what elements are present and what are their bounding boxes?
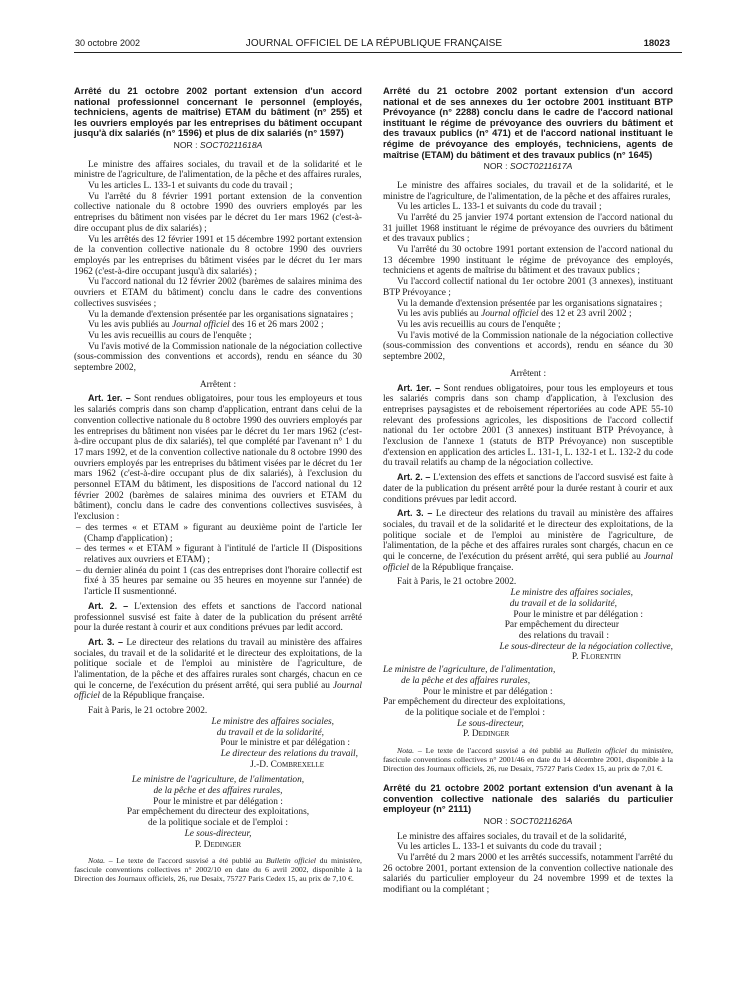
- decree-title: Arrêté du 21 octobre 2002 portant extension d'un accord national et de ses annexes du 1er octobre 2001 instituant BTP Prévoyance (n° 2288) conclu dans le cadre de l'accord national instituant le régime de prévoyance des ouvriers du bâtiment et des travaux publics (n° 471) et de l'accord national instituant le régime de prévoyance des employés, techniciens, agents de maîtrise (ETAM) du bâtiment et des travaux publics (n° 1645): [383, 85, 673, 160]
- visa: Vu la demande d'extension présentée par les organisations signataires ;: [88, 309, 354, 320]
- preamble: Le ministre des affaires sociales, du travail et de la solidarité et le ministre de l'agriculture, de l'alimentation, de la pêche et des affaires rurales,: [74, 159, 362, 181]
- article-3: Art. 3. – Le directeur des relations du travail au ministère des affaires sociales, du travail et de la solidarité et le directeur des exploitations, de la politique sociale et de l'emploi au ministère de l'agriculture, de l'alimentation, de la pêche et des affaires rurales sont chargés, chacun en ce qui le concerne, de l'exécution du présent arrêté, qui sera publié au Journal officiel de la République française.: [383, 508, 674, 573]
- exclusion-item: – des termes « et ETAM » figurant au deuxième point de l'article Ier (Champ d'application) ;: [76, 522, 362, 544]
- article-2: Art. 2. – L'extension des effets et sanctions de l'accord susvisé est faite à dater de la publication du présent arrêté pour la durée restant à courir et aux conditions prévues par ledit accord.: [383, 472, 673, 505]
- header-rule: [74, 52, 682, 53]
- visa: Vu l'accord collectif national du 1er octobre 2001 (3 annexes), instituant BTP Prévoyance ;: [383, 277, 673, 298]
- visa: Vu les avis publiés au Journal officiel des 16 et 26 mars 2002 ;: [88, 320, 324, 331]
- left-column: Arrêté du 21 octobre 2002 portant extension d'un accord national professionnel concernant le personnel (employés, techniciens, agents de maîtrise) ETAM du bâtiment (n° 255) et les ouvriers employés par les entreprises du bâtiment occupant jusqu'à dix salariés (n° 1596) et plus de dix salariés (n° 1597) NOR : SOCT0211618A Le ministre des affaires sociales, du travail et de la solidarité et le ministre de l'agriculture, de l'alimentation, de la pêche et des affaires rurales, Vu les articles L. 133-1 et suivants du code du travail ; Vu l'arrêté du 8 février 1991 portant extension de la convention collective nationale du 8 octobre 1990 des ouvriers employés par les entreprises du bâtiment non visées par le décret du 1er mars 1962 (c'est-à-dire occupant plus de dix salariés) ; Vu les arrêtés des 12 février 1991 et 15 décembre 1992 portant extension de la convention collective nationale du 8 octobre 1990 des ouvriers employés par les entreprises du bâtiment visées par le décret du 1er mars 1962 (c'est-à-dire occupant jusqu'à dix salariés) ; Vu l'accord national du 12 février 2002 (barèmes de salaires minima des ouvriers et ETAM du bâtiment) conclu dans le cadre des conventions collectives susvisées ; Vu la demande d'extension présentée par les organisations signataires ; Vu les avis publiés au Journal officiel des 16 et 26 mars 2002 ; Vu les avis recueillis au cours de l'enquête ; Vu l'avis motivé de la Commission nationale de la négociation collective (sous-commission des conventions et accords), rendu en séance du 30 septembre 2002, Arrêtent : Art. 1er. – Sont rendues obligatoires, pour tous les employeurs et tous les salariés compris dans son champ d'application, entrant dans celui de la convention collective nationale du 8 octobre 1990 des ouvriers employés par les entreprises du bâtiment non visées par le décret du 1er mars 1962 (c'est-à-dire occupant plus de dix salariés), tel que complété par l'avenant n° 1 du 17 mars 1992, et de la convention collective nationale du 8 octobre 1990 des ouvriers employés par les entreprises du bâtiment visées par le décret du 1er mars 1962 (c'est-à-dire occupant plus de dix salariés), à l'exclusion du personnel ETAM du bâtiment, les dispositions de l'accord national du 12 février 2002 (barèmes de salaires minima des ouvriers et ETAM du bâtiment), conclu dans le cadre des conventions collectives susvisées, à l'exclusion : – des termes « et ETAM » figurant au deuxième point de l'article Ier (Champ d'application) ; – des termes « et ETAM » figurant à l'intitulé de l'article II (Dispositions relatives aux ouvriers et ETAM) ; – du dernier alinéa du point 1 (cas des entreprises dont l'horaire collectif est fixé à 35 heures par semaine ou 35 heures en moyenne sur l'année) de l'article II susmentionné. Art. 2. – L'extension des effets et sanctions de l'accord national professionnel susvisé est faite à dater de la publication du présent arrêté pour la durée restant à courir et aux conditions prévues par ledit accord. Art. 3. – Le directeur des relations du travail au ministère des affaires sociales, du travail et de la solidarité et le directeur des exploitations, de la politique sociale et de l'emploi au ministère de l'agriculture, de l'alimentation, de la pêche et des affaires rurales sont chargés, chacun en ce qui le concerne, de l'exécution du présent arrêté, qui sera publié au Journal officiel de la République française. Fait à Paris, le 21 octobre 2002. Le ministre des affaires sociales, du travail et de la solidarité, Pour le ministre et par délégation : Le directeur des relations du travail, J.-D. Combrexelle Le ministre de l'agriculture, de l'alimentation, de la pêche et des affaires rurales, Pour le ministre et par délégation : Par empêchement du directeur des exploitations, de la politique sociale et de l'emploi : Le sous-directeur, P. Dedinger Nota. – Le texte de l'accord susvisé a été publié au Bulletin officiel du ministère, fascicule conventions collectives n° 2002/10 en date du 6 avril 2002, disponible à la Direction des Journaux officiels, 26, rue Desaix, 75727 Paris Cedex 15, au prix de 7,10 €.: [74, 85, 363, 884]
- nor-reference: NOR : SOCT0211618A: [173, 139, 263, 150]
- preamble: Le ministre des affaires sociales, du travail et de la solidarité, et le ministre de l'agriculture, de l'alimentation, de la pêche et des affaires rurales,: [383, 180, 673, 202]
- visa: Vu les arrêtés des 12 février 1991 et 15 décembre 1992 portant extension de la convention collective nationale du 8 octobre 1990 des ouvriers employés par les entreprises du bâtiment visées par le décret du 1er mars 1962 (c'est-à-dire occupant jusqu'à dix salariés) ;: [74, 234, 362, 277]
- visa: Vu les avis recueillis au cours de l'enquête ;: [397, 320, 561, 330]
- visa: Vu l'arrêté du 8 février 1991 portant extension de la convention collective nationale du 8 octobre 1990 des ouvriers employés par les entreprises du bâtiment non visées par le décret du 1er mars 1962 (c'est-à-dire occupant plus de dix salariés) ;: [74, 191, 362, 234]
- visa: Vu l'avis motivé de la Commission nationale de la négociation collective (sous-commission des conventions et accords), rendu en séance du 30 septembre 2002,: [383, 330, 673, 363]
- decree-title: Arrêté du 21 octobre 2002 portant extension d'un avenant à la convention collective nationale des salariés du particulier employeur (n° 2111): [383, 782, 673, 815]
- page-header: [0, 38, 748, 56]
- signature-block: Le ministre des affaires sociales, du travail et de la solidarité, Pour le ministre et par délégation : Le directeur des relations du travail, J.-D. Combrexelle: [211, 716, 358, 770]
- exclusion-item: – des termes « et ETAM » figurant à l'intitulé de l'article II (Dispositions relatives aux ouvriers et ETAM) ;: [76, 544, 362, 565]
- article-1: Art. 1er. – Sont rendues obligatoires, pour tous les employeurs et tous les salariés compris dans son champ d'application, entrant dans celui de la convention collective nationale du 8 octobre 1990 des ouvriers employés par les entreprises du bâtiment non visées par le décret du 1er mars 1962 (c'est-à-dire occupant plus de dix salariés), tel que complété par l'avenant n° 1 du 17 mars 1992, et de la convention collective nationale du 8 octobre 1990 des ouvriers employés par les entreprises du bâtiment visées par le décret du 1er mars 1962 (c'est-à-dire occupant plus de dix salariés), à l'exclusion du personnel ETAM du bâtiment, les dispositions de l'accord national du 12 février 2002 (barèmes de salaires minima des ouvriers et ETAM du bâtiment), conclu dans le cadre des conventions collectives susvisées, à l'exclusion :: [74, 393, 362, 523]
- article-2: Art. 2. – L'extension des effets et sanctions de l'accord national professionnel susvisé est faite à dater de la publication du présent arrêté pour la durée restant à courir et aux conditions prévues par ledit accord.: [74, 600, 362, 634]
- article-1: Art. 1er. – Sont rendues obligatoires, pour tous les employeurs et tous les salariés compris dans son champ d'application, à l'exclusion des entreprises paysagistes et de reboisement répertoriées au code APE 55-10 relevant des professions agricoles, les dispositions de l'accord collectif national du 1er octobre 2001 (3 annexes) instituant BTP Prévoyance, à l'exclusion de l'annexe 1 (statuts de BTP Prévoyance) non susceptible d'extension en application des articles L. 131-1, L. 132-1 et L. 132-2 du code du travail relatifs au champ de la négociation collective.: [383, 382, 673, 469]
- visa: Vu l'accord national du 12 février 2002 (barèmes de salaires minima des ouvriers et ETAM du bâtiment) conclu dans le cadre des conventions collectives susvisées ;: [74, 277, 362, 309]
- nor-reference: NOR : SOCT0211617A: [483, 161, 573, 172]
- visa: Vu l'arrêté du 30 octobre 1991 portant extension de l'accord national du 13 décembre 1990 instituant le régime de prévoyance des employés, techniciens et agents de maîtrise du bâtiment et des travaux publics ;: [383, 245, 673, 277]
- visa: Vu l'avis motivé de la Commission nationale de la négociation collective (sous-commission des conventions et accords), rendu en séance du 30 septembre 2002,: [74, 341, 362, 374]
- visa: Vu les avis recueillis au cours de l'enquête ;: [88, 330, 252, 341]
- decree-title: Arrêté du 21 octobre 2002 portant extension d'un accord national professionnel concernant le personnel (employés, techniciens, agents de maîtrise) ETAM du bâtiment (n° 255) et les ouvriers employés par les entreprises du bâtiment occupant jusqu'à dix salariés (n° 1596) et plus de dix salariés (n° 1597): [74, 85, 362, 139]
- page-number: 18023: [643, 38, 670, 49]
- nor-reference: NOR : SOCT0211626A: [483, 815, 573, 826]
- preamble: Le ministre des affaires sociales, du travail et de la solidarité,: [397, 831, 627, 842]
- arretent: Arrêtent :: [199, 379, 237, 390]
- visa: Vu les articles L. 133-1 et suivants du code du travail ;: [397, 842, 602, 853]
- right-column: Arrêté du 21 octobre 2002 portant extension d'un accord national et de ses annexes du 1er octobre 2001 instituant BTP Prévoyance (n° 2288) conclu dans le cadre de l'accord national instituant le régime de prévoyance des ouvriers du bâtiment et des travaux publics (n° 471) et de l'accord national instituant le régime de prévoyance des employés, techniciens, agents de maîtrise (ETAM) du bâtiment et des travaux publics (n° 1645) NOR : SOCT0211617A Le ministre des affaires sociales, du travail et de la solidarité, et le ministre de l'agriculture, de l'alimentation, de la pêche et des affaires rurales, Vu les articles L. 133-1 et suivants du code du travail ; Vu l'arrêté du 25 janvier 1974 portant extension de l'accord national du 31 juillet 1968 instituant le régime de prévoyance des ouvriers du bâtiment et des travaux publics ; Vu l'arrêté du 30 octobre 1991 portant extension de l'accord national du 13 décembre 1990 instituant le régime de prévoyance des employés, techniciens et agents de maîtrise du bâtiment et des travaux publics ; Vu l'accord collectif national du 1er octobre 2001 (3 annexes), instituant BTP Prévoyance ; Vu la demande d'extension présentée par les organisations signataires ; Vu les avis publiés au Journal officiel des 12 et 23 avril 2002 ; Vu les avis recueillis au cours de l'enquête ; Vu l'avis motivé de la Commission nationale de la négociation collective (sous-commission des conventions et accords), rendu en séance du 30 septembre 2002, Arrêtent : Art. 1er. – Sont rendues obligatoires, pour tous les employeurs et tous les salariés compris dans son champ d'application, à l'exclusion des entreprises paysagistes et de reboisement répertoriées au code APE 55-10 relevant des professions agricoles, les dispositions de l'accord collectif national du 1er octobre 2001 (3 annexes) instituant BTP Prévoyance, à l'exclusion de l'annexe 1 (statuts de BTP Prévoyance) non susceptible d'extension en application des articles L. 131-1, L. 132-1 et L. 132-2 du code du travail relatifs au champ de la négociation collective. Art. 2. – L'extension des effets et sanctions de l'accord susvisé est faite à dater de la publication du présent arrêté pour la durée restant à courir et aux conditions prévues par ledit accord. Art. 3. – Le directeur des relations du travail au ministère des affaires sociales, du travail et de la solidarité et le directeur des exploitations, de la politique sociale et de l'emploi au ministère de l'agriculture, de l'alimentation, de la pêche et des affaires rurales sont chargés, chacun en ce qui le concerne, de l'exécution du présent arrêté, qui sera publié au Journal officiel de la République française. Fait à Paris, le 21 octobre 2002. Le ministre des affaires sociales, du travail et de la solidarité, Pour le ministre et par délégation : Par empêchement du directeur des relations du travail : Le sous-directeur de la négociation collective, P. Florentin Le ministre de l'agriculture, de l'alimentation, de la pêche et des affaires rurales, Pour le ministre et par délégation : Par empêchement du directeur des exploitations, de la politique sociale et de l'emploi : Le sous-directeur, P. Dedinger Nota. – Le texte de l'accord susvisé a été publié au Bulletin officiel du ministère, fascicule conventions collectives n° 2001/46 en date du 14 décembre 2001, disponible à la Direction des Journaux officiels, 26, rue Desaix, 75727 Paris Cedex 15, au prix de 7,01 €. Arrêté du 21 octobre 2002 portant extension d'un avenant à la convention collective nationale des salariés du particulier employeur (n° 2111) NOR : SOCT0211626A Le ministre des affaires sociales, du travail et de la solidarité, Vu les articles L. 133-1 et suivants du code du travail ; Vu l'arrêté du 2 mars 2000 et les arrêtés successifs, notamment l'arrêté du 26 octobre 2001, portant extension de la convention collective nationale des salariés du particulier employeur du 24 novembre 1999 et de textes la modifiant ou la complétant ;: [383, 85, 674, 896]
- nota: Nota. – Le texte de l'accord susvisé a été publié au Bulletin officiel du ministère, fascicule conventions collectives n° 2001/46 en date du 14 décembre 2001, disponible à la Direction des Journaux officiels, 26, rue Desaix, 75727 Paris Cedex 15, au prix de 7,01 €.: [383, 746, 674, 774]
- place-date: Fait à Paris, le 21 octobre 2002.: [397, 577, 517, 588]
- visa: Vu les articles L. 133-1 et suivants du code du travail ;: [397, 202, 602, 213]
- place-date: Fait à Paris, le 21 octobre 2002.: [88, 706, 208, 717]
- visa: Vu les avis publiés au Journal officiel des 12 et 23 avril 2002 ;: [397, 309, 632, 320]
- nota: Nota. – Le texte de l'accord susvisé a été publié au Bulletin officiel du ministère, fascicule conventions collectives n° 2002/10 en date du 6 avril 2002, disponible à la Direction des Journaux officiels, 26, rue Desaix, 75727 Paris Cedex 15, au prix de 7,10 €.: [74, 856, 363, 884]
- article-3: Art. 3. – Le directeur des relations du travail au ministère des affaires sociales, du travail et de la solidarité et le directeur des exploitations, de la politique sociale et de l'emploi au ministère de l'agriculture, de l'alimentation, de la pêche et des affaires rurales sont chargés, chacun en ce qui le concerne, de l'exécution du présent arrêté, qui sera publié au Journal officiel de la République française.: [74, 636, 363, 702]
- visa: Vu l'arrêté du 25 janvier 1974 portant extension de l'accord national du 31 juillet 1968 instituant le régime de prévoyance des ouvriers du bâtiment et des travaux publics ;: [383, 212, 673, 245]
- visa: Vu les articles L. 133-1 et suivants du code du travail ;: [88, 181, 293, 192]
- signature-block: Le ministre des affaires sociales, du travail et de la solidarité, Pour le ministre et par délégation : Par empêchement du directeur des relations du travail : Le sous-directeur de la négociation collective, P. Florentin: [499, 588, 673, 663]
- issue-date: 30 octobre 2002: [75, 38, 141, 48]
- visa: Vu la demande d'extension présentée par les organisations signataires ;: [397, 298, 663, 309]
- visa: Vu l'arrêté du 2 mars 2000 et les arrêtés successifs, notamment l'arrêté du 26 octobre 2001, portant extension de la convention collective nationale des salariés du particulier employeur du 24 novembre 1999 et de textes la modifiant ou la complétant ;: [383, 852, 673, 896]
- second-decree: [383, 783, 673, 896]
- exclusion-item: – du dernier alinéa du point 1 (cas des entreprises dont l'horaire collectif est fixé à 35 heures par semaine ou 35 heures en moyenne sur l'année) de l'article II susmentionné.: [76, 565, 362, 598]
- journal-title: JOURNAL OFFICIEL DE LA RÉPUBLIQUE FRANÇAISE: [245, 38, 503, 49]
- arretent: Arrêtent :: [509, 368, 547, 379]
